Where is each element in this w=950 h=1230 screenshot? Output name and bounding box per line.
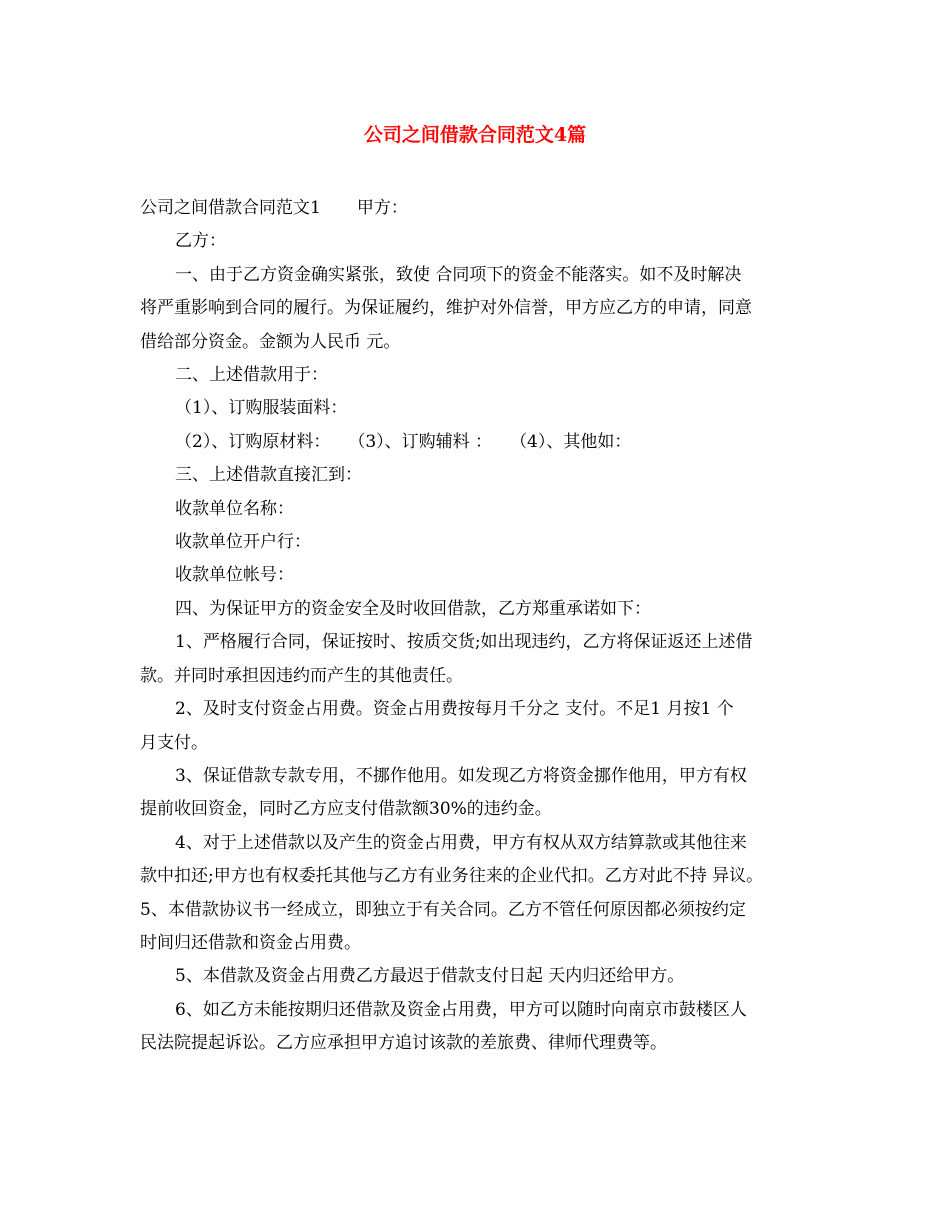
text-line: 款。并同时承担因违约而产生的其他责任。 (140, 665, 463, 686)
text-line: 三、上述借款直接汇到： (175, 465, 362, 486)
text-line: 时间归还借款和资金占用费。 (140, 932, 361, 953)
text-line: 一、由于乙方资金确实紧张，致使 合同项下的资金不能落实。如不及时解决 (175, 264, 742, 285)
paragraph-group-1 (140, 225, 815, 425)
text-line: 提前收回资金，同时乙方应支付借款额30%的违约金。 (140, 799, 552, 820)
text-line: 将严重影响到合同的履行。为保证履约，维护对外信誉，甲方应乙方的申请，同意 (140, 298, 752, 319)
text-line: 乙方： (175, 231, 226, 252)
text-line: 2、及时支付资金占用费。资金占用费按每月千分之 支付。不足1 月按1 个 (175, 699, 734, 720)
heading-line (140, 192, 815, 225)
item-raw-materials: （2）、订购原材料： (175, 431, 331, 452)
paragraph-group-2 (140, 459, 815, 1060)
heading-part2: 甲方： (356, 198, 408, 218)
text-line: 借给部分资金。金额为人民币 元。 (140, 331, 401, 352)
text-line: 款中扣还;甲方也有权委托其他与乙方有业务往来的企业代扣。乙方对此不持 异议。 (140, 866, 764, 887)
text-line: 6、如乙方未能按期归还借款及资金占用费，甲方可以随时向南京市鼓楼区人 (175, 999, 747, 1020)
purchase-items-line (140, 426, 815, 459)
text-line: 收款单位开户行： (175, 532, 311, 553)
text-line: 5、本借款及资金占用费乙方最迟于借款支付日起 天内归还给甲方。 (175, 966, 685, 987)
item-other: （4）、其他如： (510, 431, 632, 452)
text-line: （1）、订购服装面料： (175, 398, 348, 419)
document-title: 公司之间借款合同范文4篇 (363, 124, 587, 146)
text-line: 收款单位名称： (175, 498, 294, 519)
text-line: 5、本借款协议书一经成立，即独立于有关合同。乙方不管任何原因都必须按约定 (140, 899, 746, 920)
text-line: 月支付。 (140, 732, 208, 753)
text-line: 四、为保证甲方的资金安全及时收回借款，乙方郑重承诺如下： (175, 598, 651, 619)
text-line: 收款单位帐号： (175, 565, 294, 586)
item-accessories: （3）、订购辅料 ： (348, 431, 493, 452)
document-body (140, 192, 815, 1061)
text-line: 4、对于上述借款以及产生的资金占用费，甲方有权从双方结算款或其他往来 (175, 832, 747, 853)
text-line: 3、保证借款专款专用，不挪作他用。如发现乙方将资金挪作他用，甲方有权 (175, 765, 747, 786)
text-line: 二、上述借款用于： (175, 365, 328, 386)
text-line: 民法院提起诉讼。乙方应承担甲方追讨该款的差旅费、律师代理费等。 (140, 1033, 667, 1054)
text-line: 1、严格履行合同，保证按时、按质交货;如出现违约，乙方将保证返还上述借 (175, 632, 753, 653)
heading-part1: 公司之间借款合同范文1 (140, 198, 321, 218)
